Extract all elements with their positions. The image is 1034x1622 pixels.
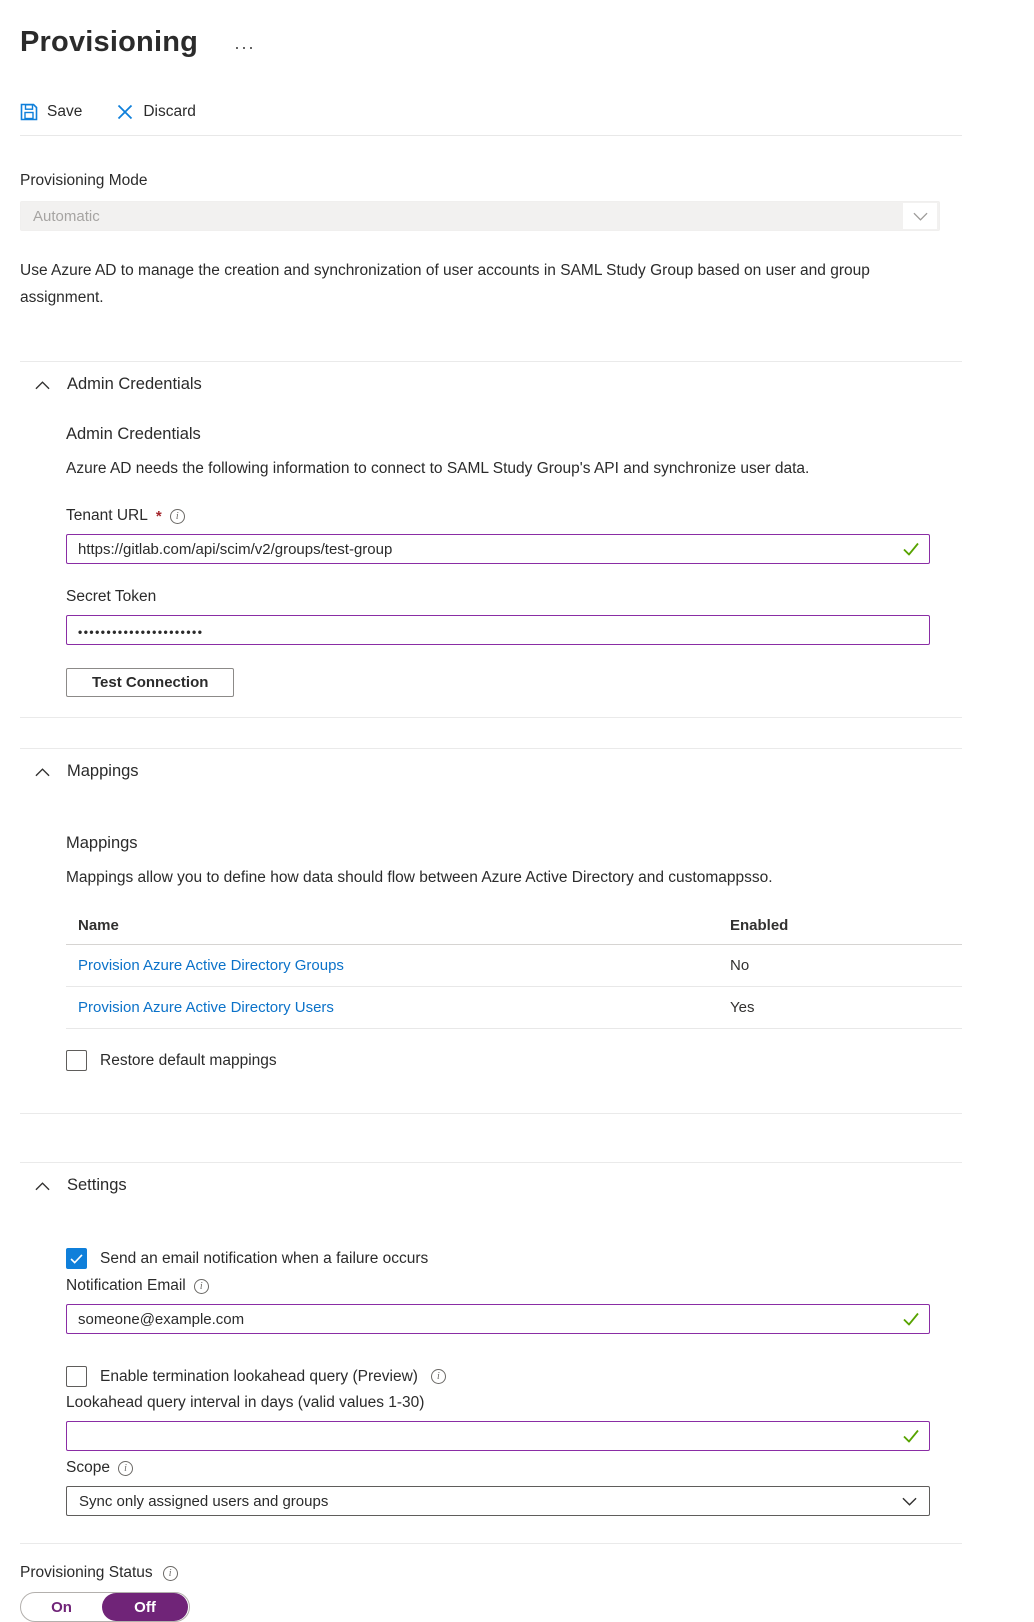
secret-token-label: Secret Token: [66, 588, 157, 605]
provisioning-mode-label: Provisioning Mode: [20, 172, 148, 189]
provisioning-page: [20, 0, 962, 1622]
chevron-up-icon: [35, 380, 50, 390]
section-title: Admin Credentials: [67, 375, 202, 393]
restore-mappings-checkbox[interactable]: [66, 1050, 87, 1071]
secret-token-field-wrap: [66, 615, 930, 645]
discard-label: Discard: [143, 103, 196, 120]
valid-check-icon: [903, 1430, 919, 1443]
notification-email-label: Notification Email: [66, 1277, 186, 1294]
section-settings[interactable]: [20, 1163, 962, 1208]
mapping-link-groups[interactable]: Provision Azure Active Directory Groups: [78, 957, 344, 974]
restore-mappings-row: [66, 1050, 962, 1071]
divider: [20, 1543, 962, 1544]
notification-email-label-row: [66, 1277, 962, 1295]
lookahead-checkbox[interactable]: [66, 1366, 87, 1387]
secret-token-input[interactable]: [66, 615, 930, 645]
restore-mappings-label: Restore default mappings: [100, 1051, 277, 1069]
valid-check-icon: [903, 1313, 919, 1326]
section-mappings[interactable]: [20, 749, 962, 794]
chevron-down-icon: [902, 1493, 917, 1510]
info-icon[interactable]: i: [170, 509, 185, 524]
info-icon[interactable]: i: [118, 1461, 133, 1476]
provisioning-status-label-row: [20, 1564, 962, 1582]
mappings-content: [66, 834, 962, 1071]
discard-button[interactable]: [116, 103, 196, 121]
email-notify-label: Send an email notification when a failure occurs: [100, 1249, 429, 1267]
column-header-name: Name: [78, 917, 119, 934]
lookahead-interval-input[interactable]: [66, 1421, 930, 1451]
mappings-subheading: Mappings: [66, 834, 138, 852]
info-icon[interactable]: i: [431, 1369, 446, 1384]
mapping-enabled-value: Yes: [730, 999, 755, 1016]
admin-credentials-description: Azure AD needs the following information to connect to SAML Study Group's API and synchronize user data.: [66, 460, 810, 477]
valid-check-icon: [903, 543, 919, 556]
page-title: Provisioning: [20, 26, 199, 58]
provisioning-mode-value: Automatic: [33, 207, 100, 225]
section-title: Mappings: [67, 762, 139, 780]
scope-label: Scope: [66, 1459, 110, 1476]
chevron-down-icon: [903, 203, 937, 229]
mapping-enabled-value: No: [730, 957, 750, 974]
command-bar: [20, 103, 962, 136]
tenant-url-label-row: [66, 507, 962, 525]
save-label: Save: [47, 103, 83, 120]
settings-content: [66, 1248, 962, 1516]
admin-credentials-subheading: Admin Credentials: [66, 425, 201, 443]
section-title: Settings: [67, 1176, 127, 1194]
column-header-enabled: Enabled: [730, 917, 789, 934]
toggle-off-option[interactable]: Off: [102, 1593, 188, 1621]
scope-label-row: [66, 1459, 962, 1477]
notification-email-input[interactable]: [66, 1304, 930, 1334]
intro-text: Use Azure AD to manage the creation and synchronization of user accounts in SAML Study Group based on user and group assignment.: [20, 262, 870, 306]
lookahead-row: [66, 1366, 962, 1387]
tenant-url-label: Tenant URL: [66, 507, 148, 524]
page-header: [20, 26, 962, 59]
provisioning-status-label: Provisioning Status: [20, 1564, 153, 1581]
info-icon[interactable]: i: [163, 1566, 178, 1581]
table-row: [66, 945, 962, 987]
chevron-up-icon: [35, 767, 50, 777]
mappings-table: [66, 907, 962, 1029]
admin-credentials-content: [66, 425, 962, 697]
toggle-on-option[interactable]: On: [51, 1598, 72, 1616]
more-menu-button[interactable]: ···: [234, 37, 256, 57]
lookahead-interval-label: Lookahead query interval in days (valid values 1-30): [66, 1394, 425, 1411]
provisioning-mode-select[interactable]: [20, 201, 940, 231]
section-admin-credentials[interactable]: [20, 362, 962, 407]
scope-select[interactable]: [66, 1486, 930, 1516]
mappings-table-header: [66, 907, 962, 945]
provisioning-status-toggle[interactable]: [20, 1592, 190, 1622]
table-row: [66, 987, 962, 1029]
info-icon[interactable]: i: [194, 1279, 209, 1294]
email-notify-row: [66, 1248, 962, 1269]
scope-value: Sync only assigned users and groups: [79, 1492, 329, 1510]
lookahead-interval-field-wrap: [66, 1421, 930, 1451]
mappings-description: Mappings allow you to define how data should flow between Azure Active Directory and customappsso.: [66, 869, 773, 886]
notification-email-field-wrap: [66, 1304, 930, 1334]
save-button[interactable]: [20, 103, 82, 121]
lookahead-checkbox-label: Enable termination lookahead query (Preview): [100, 1367, 418, 1385]
test-connection-button[interactable]: Test Connection: [66, 668, 234, 697]
save-icon: [20, 103, 38, 121]
chevron-up-icon: [35, 1181, 50, 1191]
email-notify-checkbox[interactable]: [66, 1248, 87, 1269]
required-asterisk: *: [155, 507, 162, 525]
discard-x-icon: [116, 103, 134, 121]
mapping-link-users[interactable]: Provision Azure Active Directory Users: [78, 999, 334, 1016]
tenant-url-input[interactable]: [66, 534, 930, 564]
tenant-url-field-wrap: [66, 534, 930, 564]
